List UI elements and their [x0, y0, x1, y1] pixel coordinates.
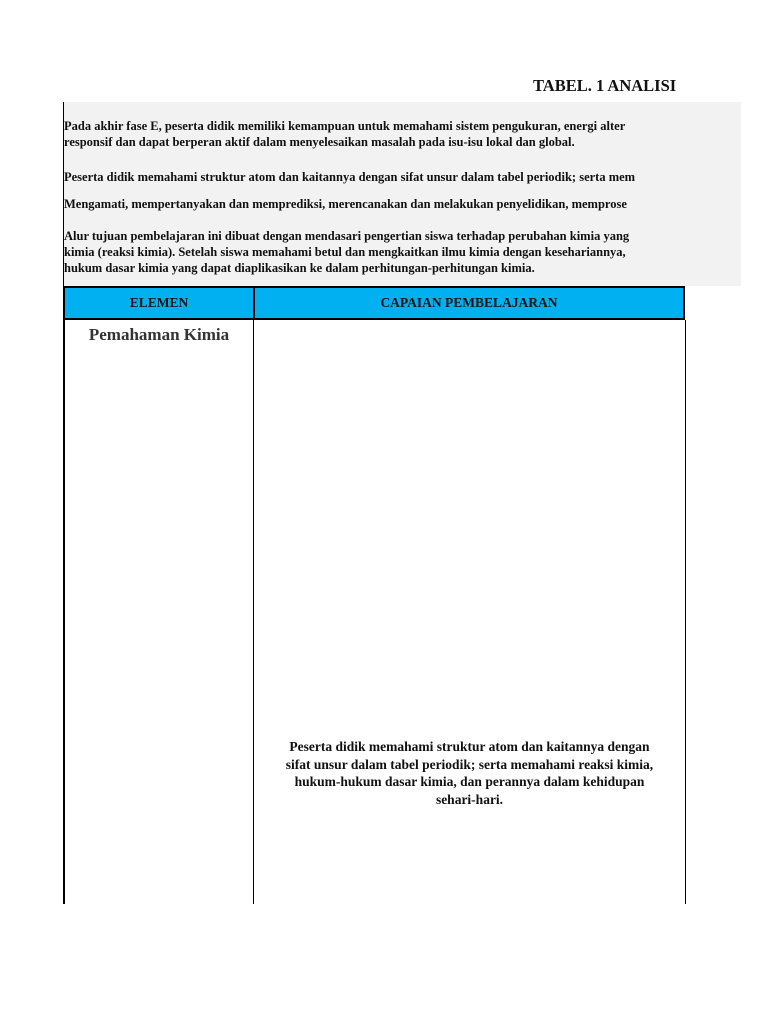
- intro-paragraph-2: [64, 169, 688, 185]
- intro-paragraph-3-text: Mengamati, mempertanyakan dan memprediksi, merencanakan dan melakukan penyelidikan, memprose: [64, 197, 627, 211]
- capaian-line-3: hukum-hukum dasar kimia, dan perannya dalam kehidupan: [294, 774, 645, 789]
- capaian-line-1: Peserta didik memahami struktur atom dan kaitannya dengan: [289, 739, 650, 754]
- intro-paragraph-1: [64, 118, 688, 150]
- table-header-row: [63, 286, 685, 320]
- intro-paragraph-4-line-3: hukum dasar kimia yang dapat diaplikasikan ke dalam perhitungan-perhitungan kimia.: [64, 261, 535, 275]
- intro-paragraph-1-line-2: responsif dan dapat berperan aktif dalam menyelesaikan masalah pada isu-isu lokal dan global.: [64, 135, 575, 149]
- header-capaian-pembelajaran: CAPAIAN PEMBELAJARAN: [380, 295, 558, 310]
- table-column-divider: [253, 320, 254, 904]
- intro-paragraph-2-text: Peserta didik memahami struktur atom dan kaitannya dengan sifat unsur dalam tabel periodik; serta mem: [64, 170, 636, 184]
- intro-block: [63, 102, 741, 286]
- elemen-cell: Pemahaman Kimia: [88, 325, 230, 344]
- intro-paragraph-3: [64, 196, 688, 212]
- intro-paragraph-4-line-2: kimia (reaksi kimia). Setelah siswa memahami betul dan mengkaitkan ilmu kimia dengan kesehariannya,: [64, 245, 626, 259]
- capaian-line-4: sehari-hari.: [435, 791, 504, 807]
- intro-paragraph-4: [64, 228, 688, 276]
- capaian-line-2: sifat unsur dalam tabel periodik; serta memahami reaksi kimia,: [285, 756, 654, 772]
- intro-paragraph-1-line-1: Pada akhir fase E, peserta didik memiliki kemampuan untuk memahami sistem pengukuran, energi alter: [64, 119, 626, 133]
- intro-paragraph-4-line-1: Alur tujuan pembelajaran ini dibuat dengan mendasari pengertian siswa terhadap perubahan kimia yang: [64, 229, 630, 243]
- table-right-border: [685, 320, 686, 904]
- document-title: TABEL. 1 ANALISI: [533, 76, 677, 95]
- table-left-border: [63, 320, 65, 904]
- header-elemen: ELEMEN: [65, 288, 255, 318]
- capaian-cell: [254, 738, 685, 808]
